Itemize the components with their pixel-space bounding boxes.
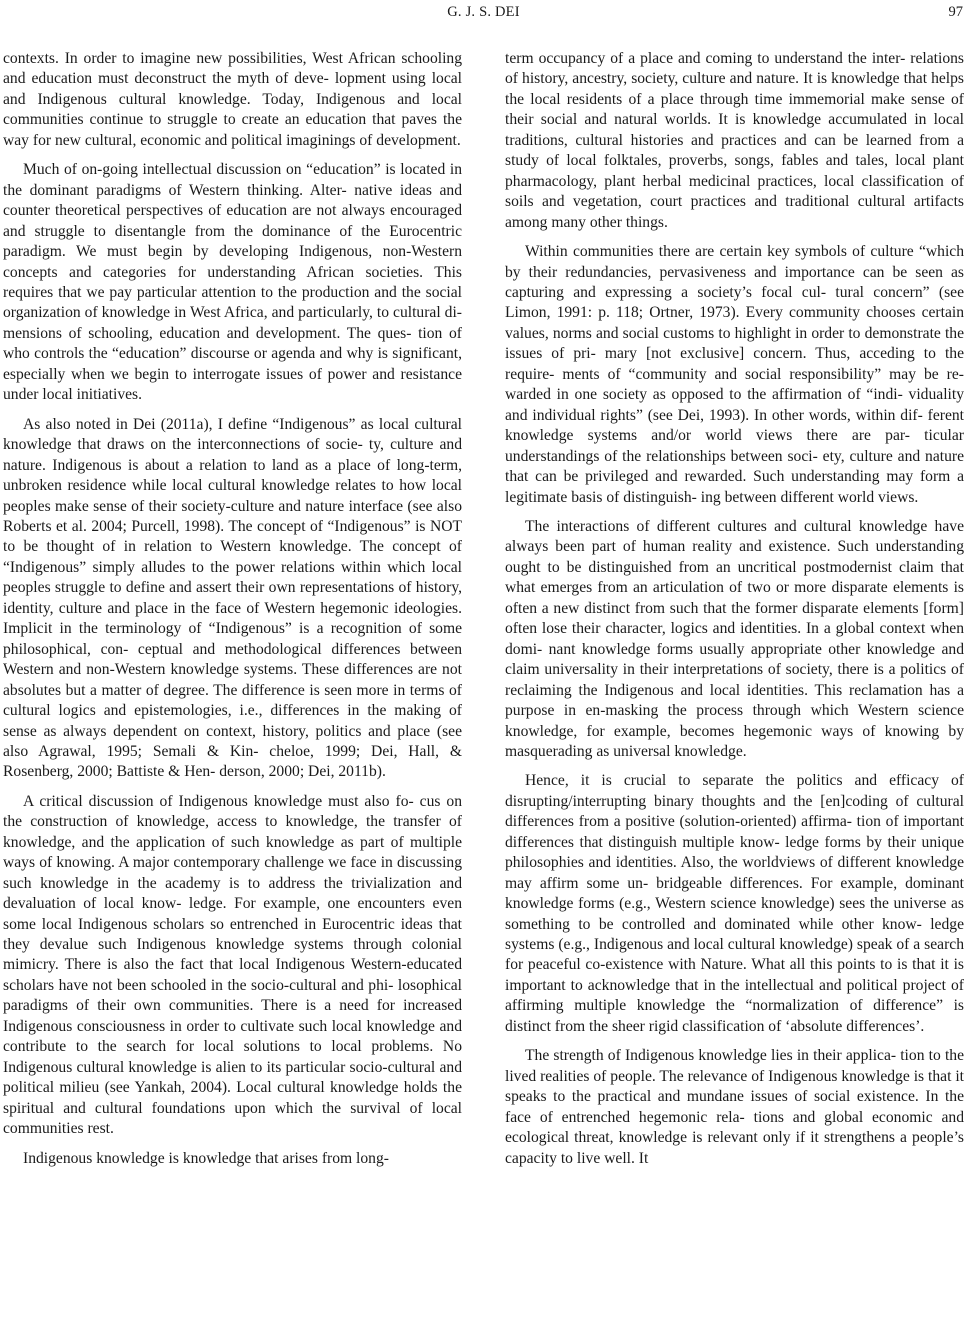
right-column — [505, 49, 964, 1169]
paragraph: Within communities there are certain key symbols of culture “which by their redundancies, pervasiveness and importance can be seen as capturing and expressing a society’s focal cul- tural concern” (see Limon, 1991: p. 118; Ortner, 1973). Every community chooses certain values, norms and social customs to highlight in order to demonstrate the issues of pri- mary [not exclusive] concern. Thus, acceding to the require- ments of “community and social responsibility” may be re- warded in one society as opposed to the affirmation of “indi- viduality and individual rights” (see Dei, 1993). In other words, within dif- ferent knowledge systems and/or world views there are par- ticular understandings of the relationships between soci- ety, culture and nature that can be privileged and rewarded. Such understanding may form a legitimate basis of distinguish- ing between different world views. — [505, 243, 964, 506]
paragraph: Hence, it is crucial to separate the politics and efficacy of disrupting/interrupting binary thoughts and the [en]coding of cultural differences from a positive (solution-oriented) affirma- tion of important differences that distinguish multiple know- ledge forms by their unique philosophies and identities. Also, the worldviews of different knowledge may affirm some un- bridgeable differences. For example, dominant knowledge forms (e.g., Western science knowledge) sees the universe as something to be controlled and dominated while other know- ledge systems (e.g., Indigenous and local cultural knowledge) speak of a search for peaceful co-existence with Nature. What all this points to is that it is important to acknowledge that in the intellectual and political project of affirming multiple knowledge the “normalization of difference” is distinct from the sheer rigid classification of ‘absolute differences’. — [505, 772, 964, 1035]
paragraph: Indigenous knowledge is knowledge that arises from long- — [23, 1149, 389, 1167]
left-column — [3, 49, 462, 1169]
paragraph: term occupancy of a place and coming to understand the inter- relations of history, ancestry, society, culture and nature. It is knowledge that helps the local residents of a place through time immemorial make sense of their social and natural worlds. It is knowledge accumulated in local traditions, cultural histories and practices and can be learned from a study of local folktales, proverbs, songs, fables and tales, local plant pharmacology, plant herbal medicinal practices, local classification of soils and vegetation, court practices and traditional cultural artifacts among many other things. — [505, 50, 964, 231]
running-header — [0, 0, 967, 30]
paragraph: A critical discussion of Indigenous knowledge must also fo- cus on the construction of knowledge, access to knowledge, the transfer of knowledge, and the application of such knowledge as part of multiple ways of knowing. A major contemporary challenge we face in discussing such knowledge in the academy is to address the trivialization and devaluation of local know- ledge. For example, one encounters even some local Indigenous scholars so entrenched in Eurocentric ideas that they devalue such Indigenous knowledge systems through colonial mimicry. There is also the fact that local Indigenous Western-educated scholars have not been schooled in the socio-cultural and phi- losophical paradigms of their own communities. There is a need for increased Indigenous consciousness in order to cultivate such local knowledge and contribute to the search for local solutions to local problems. No Indigenous cultural knowledge is alien to its particular socio-cultural and political milieu (see Yankah, 2004). Local cultural knowledge holds the spiritual and cultural foundations upon which the survival of local communities rest. — [3, 792, 462, 1138]
paragraph: The strength of Indigenous knowledge lies in their applica- tion to the lived realities of people. The relevance of Indigenous knowledge is that it speaks to the practical and mundane issues of social existence. In the face of entrenched hegemonic rela- tions and global economic and ecological threat, knowledge is relevant only if it strengthens a people’s capacity to live well. It — [505, 1047, 964, 1167]
paragraph: contexts. In order to imagine new possibilities, West African schooling and education must deconstruct the myth of deve- lopment using local and Indigenous cultural knowledge. Today, Indigenous and local communities continue to struggle to create an education that paves the way for new cultural, economic and political imaginings of development. — [3, 50, 462, 149]
running-title: G. J. S. DEI — [447, 4, 520, 20]
paragraph: As also noted in Dei (2011a), I define “Indigenous” as local cultural knowledge that draws on the interconnections of socie- ty, culture and nature. Indigenous is about a relation to land as a place of long-term, unbroken residence while local cultural knowledge relates to how local peoples make sense of their society-culture and nature interface (see also Roberts et al. 2004; Purcell, 1998). The concept of “Indigenous” is NOT to be thought of in relation to Western knowledge. The concept of “Indigenous” simply alludes to the power relations within which local peoples struggle to define and assert their own representations of history, identity, culture and place in the face of Western hegemonic ideologies. Implicit in the terminology of “Indigenous” is a recognition of some philosophical, con- ceptual and methodological differences between Western and non-Western knowledge systems. These differences are not absolutes but a matter of degree. The difference is seen more in terms of cultural logics and epistemologies, i.e., differences in the making of sense as always dependent on context, history, politics and place (see also Agrawal, 1995; Semali & Kin- cheloe, 1999; Dei, Hall, & Rosenberg, 2000; Battiste & Hen- derson, 2000; Dei, 2011b). — [3, 415, 462, 781]
paragraph: The interactions of different cultures and cultural knowledge have always been part of human reality and existence. Such understanding ought to be distinguished from an uncritical postmodernist claim that what emerges from an articulation of two or more disparate elements is often a new distinct from such that the former disparate elements [form] often lose their character, logics and identities. In a global context when domi- nant knowledge forms usually appropriate other knowledge and claim universality in their interpretations of society, there is a politics of reclaiming the Indigenous and local identities. This reclamation has a purpose in en-masking the process through which Western science knowledge, for example, becomes hegemonic ways of knowing by masquerading as universal knowledge. — [505, 517, 964, 760]
page-number: 97 — [948, 4, 963, 20]
paragraph: Much of on-going intellectual discussion on “education” is located in the dominant paradigms of Western thinking. Alter- native ideas and counter theoretical perspectives of education are not always encouraged and struggle to disentangle from the dominance of the Eurocentric paradigm. We must begin by developing Indigenous, non-Western concepts and categories for understanding African societies. This requires that we pay particular attention to the production and the social organization of knowledge in West Africa, and particularly, to cultural di- mensions of schooling, education and development. The ques- tion of who controls the “education” discourse or agenda and why is significant, especially when we begin to interrogate issues of power and resistance under local initiatives. — [3, 161, 462, 404]
